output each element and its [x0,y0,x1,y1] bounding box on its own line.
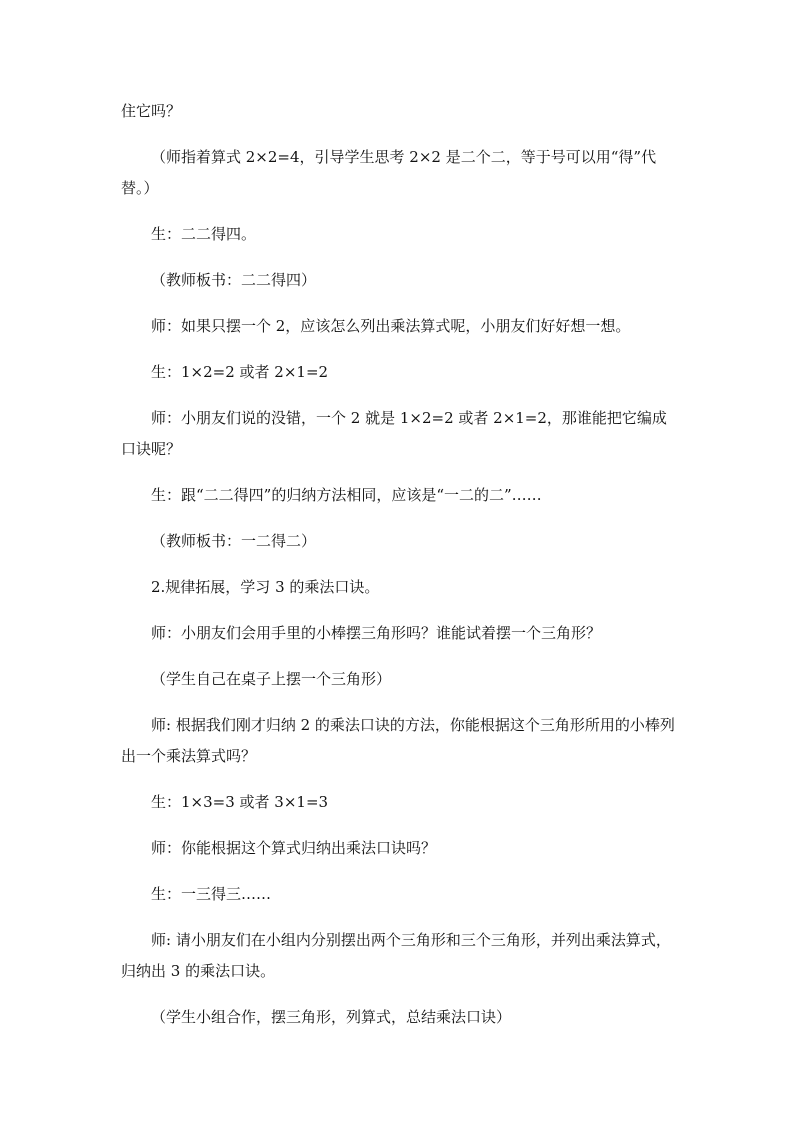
paragraph-section-heading: 2.规律拓展，学习 3 的乘法口诀。 [151,578,380,596]
paragraph-student-rule: 生：一三得三…… [151,885,272,903]
paragraph-student-reply: 生：二二得四。 [151,225,257,243]
paragraph-group-activity: （学生小组合作，摆三角形，列算式，总结乘法口诀） [151,1008,512,1026]
paragraph-student-equation-3: 生：1×3=3 或者 3×1=3 [151,793,329,811]
document-body [121,96,681,1048]
paragraph-board-note: （教师板书：二二得四） [151,271,317,289]
paragraph-teacher-note: （师指着算式 2×2=4，引导学生思考 2×2 是二个二，等于号可以用“得”代替。） [121,148,657,197]
paragraph-teacher-rule-question: 师：你能根据这个算式归纳出乘法口诀吗？ [151,839,437,857]
paragraph-student-activity: （学生自己在桌子上摆一个三角形） [151,670,392,688]
paragraph-teacher-followup: 师：小朋友们说的没错，一个 2 就是 1×2=2 或者 2×1=2，那谁能把它编成口诀呢？ [121,409,667,458]
paragraph-student-pattern: 生：跟“二二得四”的归纳方法相同，应该是“一二的二”…… [151,486,542,504]
paragraph-teacher-method: 师: 根据我们刚才归纳 2 的乘法口诀的方法，你能根据这个三角形所用的小棒列出一个乘法算式吗？ [121,716,675,765]
paragraph-teacher-group-task: 师: 请小朋友们在小组内分别摆出两个三角形和三个三角形，并列出乘法算式，归纳出 3 的乘法口诀。 [121,931,671,980]
paragraph-board-note-2: （教师板书：一二得二） [151,532,317,550]
paragraph-teacher-triangle-question: 师：小朋友们会用手里的小棒摆三角形吗？谁能试着摆一个三角形？ [151,624,602,642]
paragraph-teacher-question: 师：如果只摆一个 2，应该怎么列出乘法算式呢，小朋友们好好想一想。 [151,317,631,335]
paragraph-student-equation: 生：1×2=2 或者 2×1=2 [151,363,329,381]
paragraph-continuation: 住它吗？ [121,102,182,120]
